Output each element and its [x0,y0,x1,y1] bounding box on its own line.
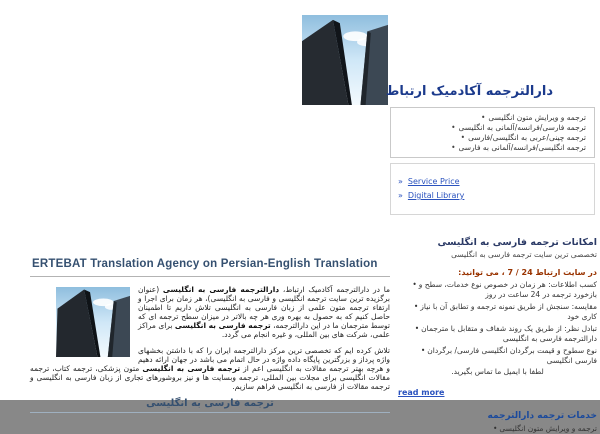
bullet-icon: • [413,302,419,311]
header-skyscrapers-photo [302,15,388,105]
feature-item-text: مقایسه: سنجش از طریق نمونه ترجمه و تطابق آن با نیاز کاری خود [420,302,597,321]
read-more-row [398,380,597,399]
main-content [30,255,390,413]
feature-item-text: نوع سطوح و قیمت برگردان انگلیسی فارسی/ برگردان فارسی انگلیسی [427,346,597,365]
feature-item-comparison [398,302,597,321]
menu-item-en-fr-de-to-fa[interactable] [395,143,586,153]
feature-item-text: کسب اطلاعات: هر زمان در خصوص نوع خدمات، سطح و بازخورد ترجمه در 24 ساعت در روز [418,280,597,299]
intro-paragraph: ما در دارالترجمه آکادمیک ارتباط، دارالترجمه فارسی به انگلیسی (عنوان برگزیده ترین سایت ترجمه انگلیسی و فارسی به انگلیسی)، هر زمان برای اجرا و ارتقاء ترجمه متون علمی از زبان فارسی به انگلیسی تلاش داریم تا اطمینان حاصل کنیم که به حصول به بهره وری هر چه بالاتر در میزان سطح ترجمه ای که توسط مترجمان ما در این دارالترجمه، ترجمه فارسی به انگلیسی برای مراکز علمی، شرکت های بین المللی، و غیره انجام می گردد. [138,285,390,339]
bullet-icon: • [460,133,466,142]
bullet-icon: • [480,113,486,122]
menu-item-label: ترجمه و ویرایش متون انگلیسی [488,113,586,122]
feature-item-exchange [398,324,597,343]
arrow-icon: » [398,191,403,200]
divider [30,412,390,413]
quick-links [390,163,595,215]
read-more-link[interactable]: read more [398,388,445,397]
content-skyscrapers-photo [56,287,130,357]
page-title: ERTEBAT Translation Agency on Persian-English Translation [30,255,390,277]
arrow-icon: » [398,177,403,186]
article-body [30,285,390,413]
quick-link-row [398,189,594,203]
bullet-icon: • [451,123,456,132]
menu-item-fa-fr-de-to-en[interactable] [395,123,586,133]
bottom-heading: ترجمه فارسی به انگلیسی [146,398,274,409]
contact-note: لطفا با ایمیل ما تماس بگیرید. [451,367,544,376]
sidebar [398,237,597,434]
digital-library-link[interactable]: Digital Library [407,191,465,200]
features-subheading: تخصصی ترین سایت ترجمه فارسی به انگلیسی [451,250,597,259]
feature-item-information [398,280,597,299]
services-heading: خدمات ترجمه دارالترجمه [487,411,597,421]
menu-item-label: ترجمه انگلیسی/فرانسه/آلمانی به فارسی [458,143,586,152]
bullet-icon: • [451,143,456,152]
menu-item-label: ترجمه چینی/عربی به انگلیسی/فارسی [468,133,586,142]
bullet-icon: • [492,424,498,433]
service-item-text: ترجمه و ویرایش متون انگلیسی [499,424,597,433]
service-item-english-editing[interactable] [398,424,597,434]
menu-item-zh-ar-to-en-fa[interactable] [395,133,586,143]
bullet-icon: • [414,324,420,333]
top-menu [390,107,595,158]
feature-item-pricing [398,346,597,365]
second-paragraph: تلاش کرده ایم که تخصصی ترین مرکز دارالترجمه ایران را که با داشتن بخشهای واژه پرداز و بزرگترین پایگاه داده واژه در حال اتمام می باشد در جهان ارائه دهیم و هرچه بهتر ترجمه مقالات به انگلیسی اعم از ترجمه فارسی به انگلیسی متون پزشکی، ترجمه کتاب، ترجمه مقالات انگلیسی برای مجلات بین المللی، ترجمه وبسایت ها و نیز بروشورهای تجاری از زبان فارسی به انگلیسی و ترجمه مقالات از فارسی به انگلیسی فراهم سازیم. [30,346,390,391]
bullet-icon: • [420,346,426,355]
features-intro: در سایت ارتباط 24 / 7 ، می توانید: [458,268,597,277]
service-price-link[interactable]: Service Price [407,177,460,186]
bullet-icon: • [412,280,417,289]
quick-link-row [398,175,594,189]
site-title: دارالترجمه آکادمیک ارتباط [385,84,553,99]
menu-item-label: ترجمه فارسی/فرانسه/آلمانی به انگلیسی [458,123,586,132]
menu-item-english-editing[interactable] [395,113,586,123]
feature-item-text: تبادل نظر: از طریق یک روند شفاف و متقابل با مترجمان دارالترجمه فارسی به انگلیسی [421,324,597,343]
features-heading: امكانات ترجمه فارسی به انگلیسی [437,237,597,248]
